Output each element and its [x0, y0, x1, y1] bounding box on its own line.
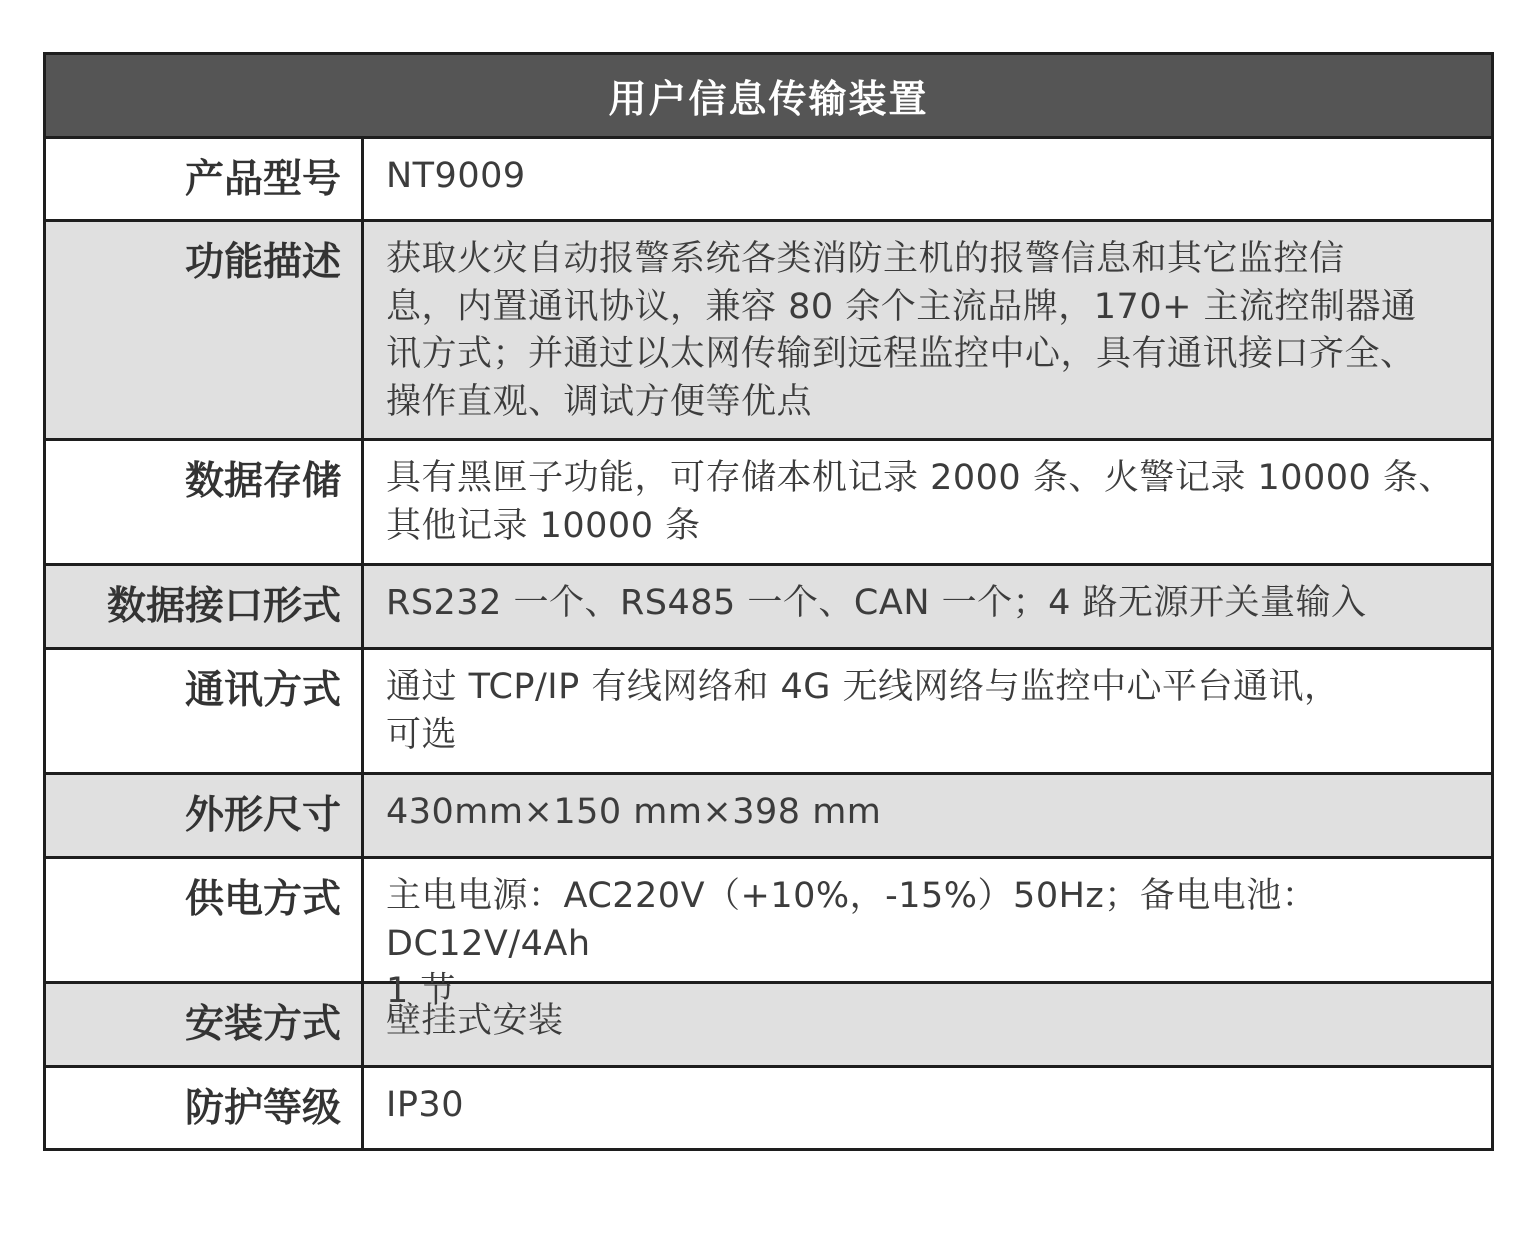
table-row-function: [46, 222, 1491, 441]
row-label: 数据存储: [46, 441, 364, 563]
row-value: IP30: [386, 1085, 464, 1125]
row-value: 主电电源：AC220V（+10%，-15%）50Hz；备电电池：DC12V/4Ah 1 节: [386, 876, 1318, 1011]
table-title: 用户信息传输装置: [46, 55, 1491, 139]
table-row-installation: [46, 984, 1491, 1068]
row-label: 外形尺寸: [46, 775, 364, 856]
row-label: 防护等级: [46, 1068, 364, 1148]
row-label: 安装方式: [46, 984, 364, 1065]
row-value: 壁挂式安装: [386, 1001, 564, 1041]
row-value: 获取火灾自动报警系统各类消防主机的报警信息和其它监控信 息，内置通讯协议，兼容 80 余个主流品牌，170+ 主流控制器通 讯方式；并通过以太网传输到远程监控中心，具有通讯接口齐全、 操作直观、调试方便等优点: [386, 239, 1417, 422]
row-label: 数据接口形式: [46, 566, 364, 647]
row-label: 供电方式: [46, 859, 364, 981]
row-value: NT9009: [386, 156, 526, 196]
row-label: 产品型号: [46, 139, 364, 219]
row-value: RS232 一个、RS485 一个、CAN 一个；4 路无源开关量输入: [386, 583, 1367, 623]
table-row-model: [46, 139, 1491, 222]
row-value: 430mm×150 mm×398 mm: [386, 792, 882, 832]
table-row-dimensions: [46, 775, 1491, 859]
row-value: 具有黑匣子功能，可存储本机记录 2000 条、火警记录 10000 条、 其他记录 10000 条: [386, 458, 1454, 546]
table-row-interface: [46, 566, 1491, 650]
row-label: 功能描述: [46, 222, 364, 438]
table-row-communication: [46, 650, 1491, 775]
spec-table: [43, 52, 1494, 1151]
table-row-power: [46, 859, 1491, 1011]
row-label: 通讯方式: [46, 650, 364, 772]
table-row-storage: [46, 441, 1491, 566]
row-value: 通过 TCP/IP 有线网络和 4G 无线网络与监控中心平台通讯， 可选: [386, 667, 1340, 755]
table-row-protection: [46, 1068, 1491, 1148]
